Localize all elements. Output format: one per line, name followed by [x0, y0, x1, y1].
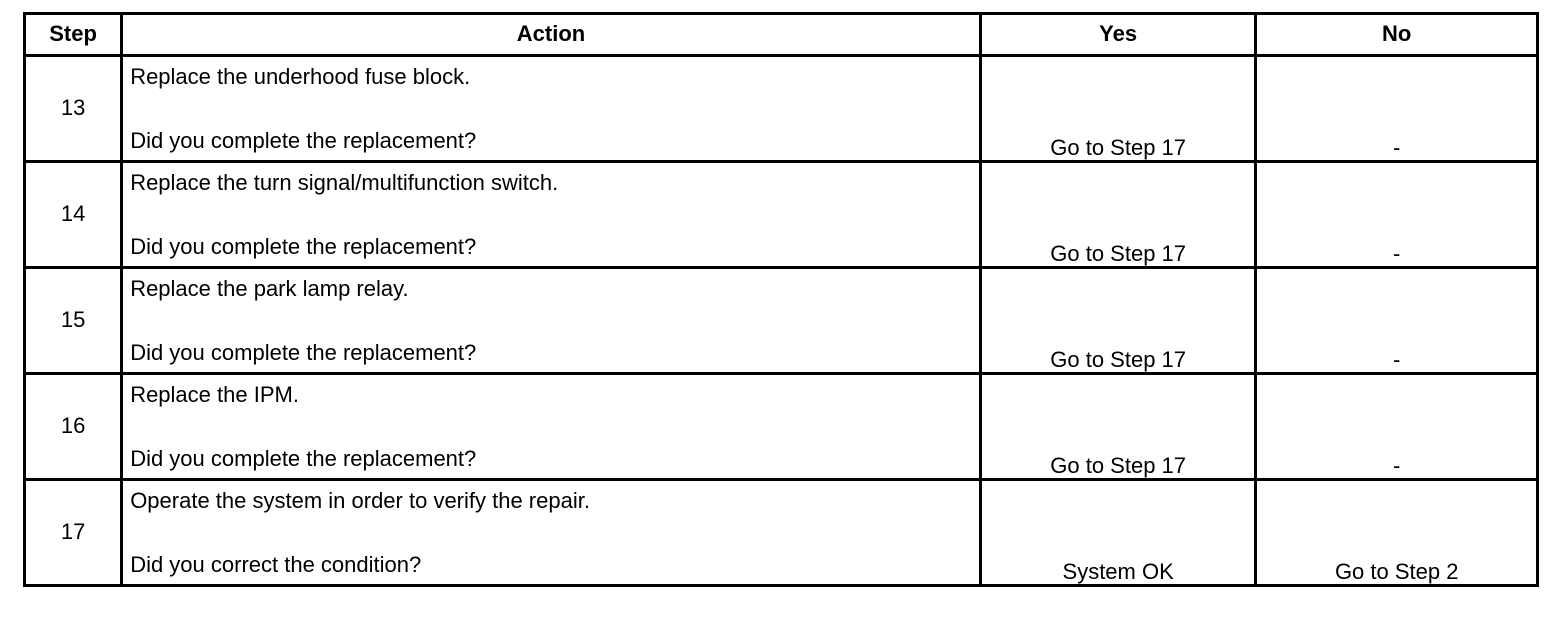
table-row — [25, 56, 1538, 162]
step-number: 15 — [25, 268, 122, 374]
table-row — [25, 268, 1538, 374]
step-number: 16 — [25, 374, 122, 480]
no-result: Go to Step 2 — [1256, 480, 1538, 586]
no-result: - — [1256, 56, 1538, 162]
header-step: Step — [25, 14, 122, 56]
action-cell — [122, 268, 981, 374]
step-number: 14 — [25, 162, 122, 268]
no-result: - — [1256, 162, 1538, 268]
step-number: 13 — [25, 56, 122, 162]
action-text: Replace the park lamp relay. — [130, 276, 409, 301]
action-text: Replace the IPM. — [130, 382, 299, 407]
action-cell — [122, 374, 981, 480]
yes-result: Go to Step 17 — [980, 162, 1256, 268]
action-cell — [122, 162, 981, 268]
no-result: - — [1256, 374, 1538, 480]
action-text: Operate the system in order to verify the repair. — [130, 488, 590, 513]
yes-result: System OK — [980, 480, 1256, 586]
step-number: 17 — [25, 480, 122, 586]
question-text: Did you complete the replacement? — [130, 445, 477, 471]
table-row — [25, 480, 1538, 586]
action-cell — [122, 480, 981, 586]
action-text: Replace the underhood fuse block. — [130, 64, 471, 89]
table-row — [25, 374, 1538, 480]
header-yes: Yes — [980, 14, 1256, 56]
yes-result: Go to Step 17 — [980, 374, 1256, 480]
action-text: Replace the turn signal/multifunction switch. — [130, 170, 559, 195]
question-text: Did you correct the condition? — [130, 551, 422, 577]
yes-result: Go to Step 17 — [980, 56, 1256, 162]
header-action: Action — [122, 14, 981, 56]
yes-result: Go to Step 17 — [980, 268, 1256, 374]
header-no: No — [1256, 14, 1538, 56]
question-text: Did you complete the replacement? — [130, 233, 477, 259]
question-text: Did you complete the replacement? — [130, 127, 477, 153]
no-result: - — [1256, 268, 1538, 374]
diagnostic-steps-table — [23, 12, 1539, 587]
question-text: Did you complete the replacement? — [130, 339, 477, 365]
table-row — [25, 162, 1538, 268]
action-cell — [122, 56, 981, 162]
header-row — [25, 14, 1538, 56]
